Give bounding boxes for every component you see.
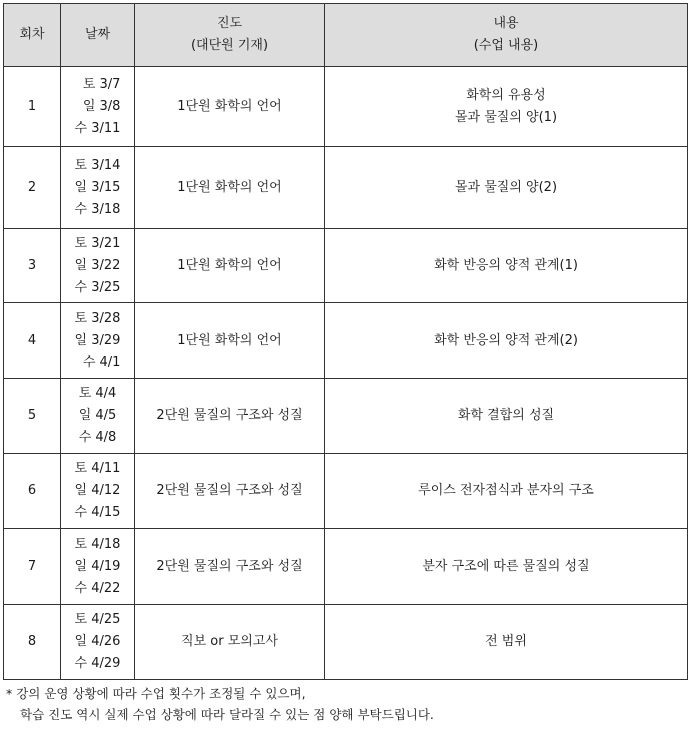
row-number: 5 bbox=[4, 379, 61, 454]
row-dates bbox=[61, 229, 135, 303]
row-number: 2 bbox=[4, 147, 61, 229]
row-unit: 1단원 화학의 언어 bbox=[135, 303, 325, 379]
row-number: 1 bbox=[4, 67, 61, 147]
content-line: 화학 반응의 양적 관계(1) bbox=[434, 257, 578, 273]
table-row bbox=[4, 454, 688, 529]
header-row bbox=[4, 4, 688, 67]
date-line: 수 3/25 bbox=[74, 279, 121, 295]
row-content bbox=[325, 229, 688, 303]
table-row bbox=[4, 147, 688, 229]
table-row bbox=[4, 67, 688, 147]
row-dates bbox=[61, 147, 135, 229]
row-number: 6 bbox=[4, 454, 61, 529]
row-unit: 2단원 물질의 구조와 성질 bbox=[135, 529, 325, 605]
date-line: 수 4/22 bbox=[74, 580, 121, 596]
row-number: 8 bbox=[4, 605, 61, 680]
footnote bbox=[6, 683, 434, 725]
header-content bbox=[325, 4, 688, 67]
header-unit-title: 진도 bbox=[216, 16, 243, 31]
row-unit: 1단원 화학의 언어 bbox=[135, 147, 325, 229]
content-line: 몰과 물질의 양(2) bbox=[454, 179, 558, 195]
table-row bbox=[4, 229, 688, 303]
row-content bbox=[325, 67, 688, 147]
date-line: 일 4/5 bbox=[78, 408, 117, 423]
row-content bbox=[325, 379, 688, 454]
header-no: 회차 bbox=[4, 4, 61, 67]
row-content bbox=[325, 605, 688, 680]
row-content bbox=[325, 147, 688, 229]
row-content bbox=[325, 454, 688, 529]
date-line: 토 3/28 bbox=[74, 310, 121, 326]
content-line: 화학 결합의 성질 bbox=[457, 408, 555, 423]
row-dates bbox=[61, 454, 135, 529]
row-number: 7 bbox=[4, 529, 61, 605]
row-dates bbox=[61, 605, 135, 680]
date-line: 토 4/18 bbox=[74, 536, 121, 552]
date-line: 토 4/4 bbox=[78, 386, 117, 401]
date-line: 일 3/29 bbox=[74, 332, 121, 348]
date-line: 일 4/26 bbox=[74, 634, 121, 649]
row-content bbox=[325, 303, 688, 379]
date-line: 일 3/8 bbox=[82, 98, 121, 114]
date-line: 수 4/1 bbox=[82, 354, 121, 370]
date-line: 토 3/14 bbox=[74, 157, 121, 173]
date-line: 일 4/12 bbox=[74, 483, 121, 498]
date-line: 수 4/29 bbox=[74, 656, 121, 671]
date-line: 수 4/8 bbox=[78, 430, 117, 445]
date-line: 토 4/25 bbox=[74, 612, 121, 627]
content-line: 전 범위 bbox=[485, 634, 527, 649]
date-line: 일 4/19 bbox=[74, 558, 121, 574]
table-row bbox=[4, 605, 688, 680]
row-unit: 2단원 물질의 구조와 성질 bbox=[135, 454, 325, 529]
row-unit: 1단원 화학의 언어 bbox=[135, 229, 325, 303]
row-unit: 직보 or 모의고사 bbox=[135, 605, 325, 680]
row-dates bbox=[61, 67, 135, 147]
schedule-table bbox=[3, 3, 688, 680]
row-number: 4 bbox=[4, 303, 61, 379]
header-date: 날짜 bbox=[61, 4, 135, 67]
table-row bbox=[4, 529, 688, 605]
row-dates bbox=[61, 303, 135, 379]
date-line: 일 3/22 bbox=[74, 257, 121, 273]
row-dates bbox=[61, 529, 135, 605]
content-line: 화학 반응의 양적 관계(2) bbox=[434, 332, 578, 348]
header-content-sub: (수업 내용) bbox=[473, 38, 539, 53]
header-unit bbox=[135, 4, 325, 67]
table-row bbox=[4, 303, 688, 379]
header-unit-sub: (대단원 기재) bbox=[190, 38, 269, 53]
row-unit: 2단원 물질의 구조와 성질 bbox=[135, 379, 325, 454]
date-line: 토 3/7 bbox=[82, 76, 121, 92]
header-content-title: 내용 bbox=[493, 16, 519, 31]
date-line: 일 3/15 bbox=[74, 179, 121, 195]
date-line: 수 4/15 bbox=[74, 505, 121, 520]
footnote-line-1: * 강의 운영 상황에 따라 수업 횟수가 조정될 수 있으며, bbox=[6, 686, 306, 701]
row-number: 3 bbox=[4, 229, 61, 303]
table-row bbox=[4, 379, 688, 454]
content-line: 루이스 전자점식과 분자의 구조 bbox=[418, 483, 594, 498]
date-line: 수 3/11 bbox=[74, 120, 121, 136]
table-body bbox=[4, 67, 688, 680]
date-line: 토 4/11 bbox=[74, 461, 121, 476]
footnote-line-2: 학습 진도 역시 실제 수업 상황에 따라 달라질 수 있는 점 양해 부탁드립니다. bbox=[20, 707, 434, 722]
row-content bbox=[325, 529, 688, 605]
date-line: 토 3/21 bbox=[74, 235, 121, 251]
row-dates bbox=[61, 379, 135, 454]
date-line: 수 3/18 bbox=[74, 201, 121, 217]
content-line: 몰과 물질의 양(1) bbox=[454, 109, 558, 125]
row-unit: 1단원 화학의 언어 bbox=[135, 67, 325, 147]
content-line: 분자 구조에 따른 물질의 성질 bbox=[422, 558, 590, 574]
content-line: 화학의 유용성 bbox=[466, 87, 546, 103]
